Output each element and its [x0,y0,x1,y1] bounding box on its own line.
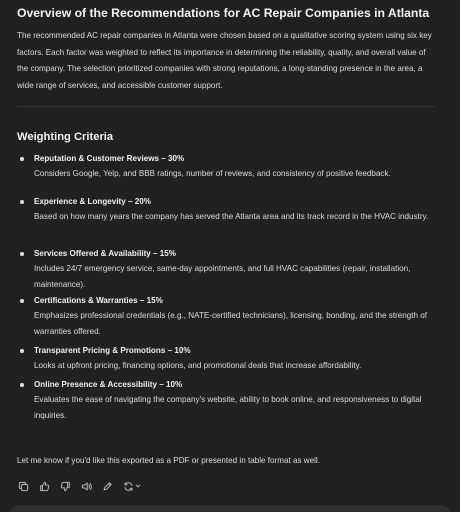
criteria-title: Certifications & Warranties – 15% [34,296,163,305]
bullet-icon [20,383,24,387]
regenerate-icon [123,481,134,492]
criteria-title: Experience & Longevity – 20% [34,197,151,206]
thumbs-down-icon [60,481,71,492]
criteria-description: Looks at upfront pricing, financing options, and promotional deals that increase affordability. [34,361,362,370]
bullet-icon [20,200,24,204]
bullet-icon [20,252,24,256]
message-actions [17,479,142,493]
bad-response-button[interactable] [59,480,71,492]
criteria-list [17,152,437,424]
composer-input-area[interactable] [8,505,452,512]
criteria-description: Evaluates the ease of navigating the company's website, ability to book online, and responsiveness to digital inquiries. [34,395,422,420]
copy-icon [18,481,29,492]
thumbs-up-icon [39,481,50,492]
good-response-button[interactable] [38,480,50,492]
divider [17,106,435,107]
edit-icon [102,481,113,492]
response-title: Overview of the Recommendations for AC Repair Companies in Atlanta [17,6,430,20]
edit-button[interactable] [101,480,113,492]
copy-button[interactable] [17,480,29,492]
criteria-title: Transparent Pricing & Promotions – 10% [34,346,191,355]
bullet-icon [20,157,24,161]
list-item [17,152,437,195]
criteria-description: Based on how many years the company has served the Atlanta area and its track record in the HVAC industry. [34,212,429,221]
followup-text: Let me know if you'd like this exported as a PDF or presented in table format as well. [17,456,320,465]
criteria-description: Includes 24/7 emergency service, same-day appointments, and full HVAC capabilities (repair, installation, maintenance). [34,264,411,289]
bullet-icon [20,349,24,353]
criteria-description: Considers Google, Yelp, and BBB ratings, number of reviews, and consistency of positive feedback. [34,169,391,178]
list-item [17,294,437,344]
criteria-title: Online Presence & Accessibility – 10% [34,380,183,389]
criteria-title: Services Offered & Availability – 15% [34,249,177,258]
section-heading: Weighting Criteria [17,131,114,143]
regenerate-button[interactable] [122,480,142,492]
bullet-icon [20,299,24,303]
list-item [17,344,437,378]
list-item [17,378,437,424]
chevron-down-icon [135,483,141,489]
intro-paragraph: The recommended AC repair companies in Atlanta were chosen based on a qualitative scoring system using six key factors. Each factor was weighted to reflect its importance in determining the reliability, quality, and overall value of the company. The selection prioritized companies with strong reputations, a long-standing presence in the area, a wide range of services, and accessible customer support. [17,31,432,91]
read-aloud-icon [81,481,92,492]
list-item [17,247,437,294]
list-item [17,195,437,247]
criteria-description: Emphasizes professional credentials (e.g., NATE-certified technicians), licensing, bonding, and the strength of warranties offered. [34,311,428,336]
read-aloud-button[interactable] [80,480,92,492]
criteria-title: Reputation & Customer Reviews – 30% [34,154,185,163]
